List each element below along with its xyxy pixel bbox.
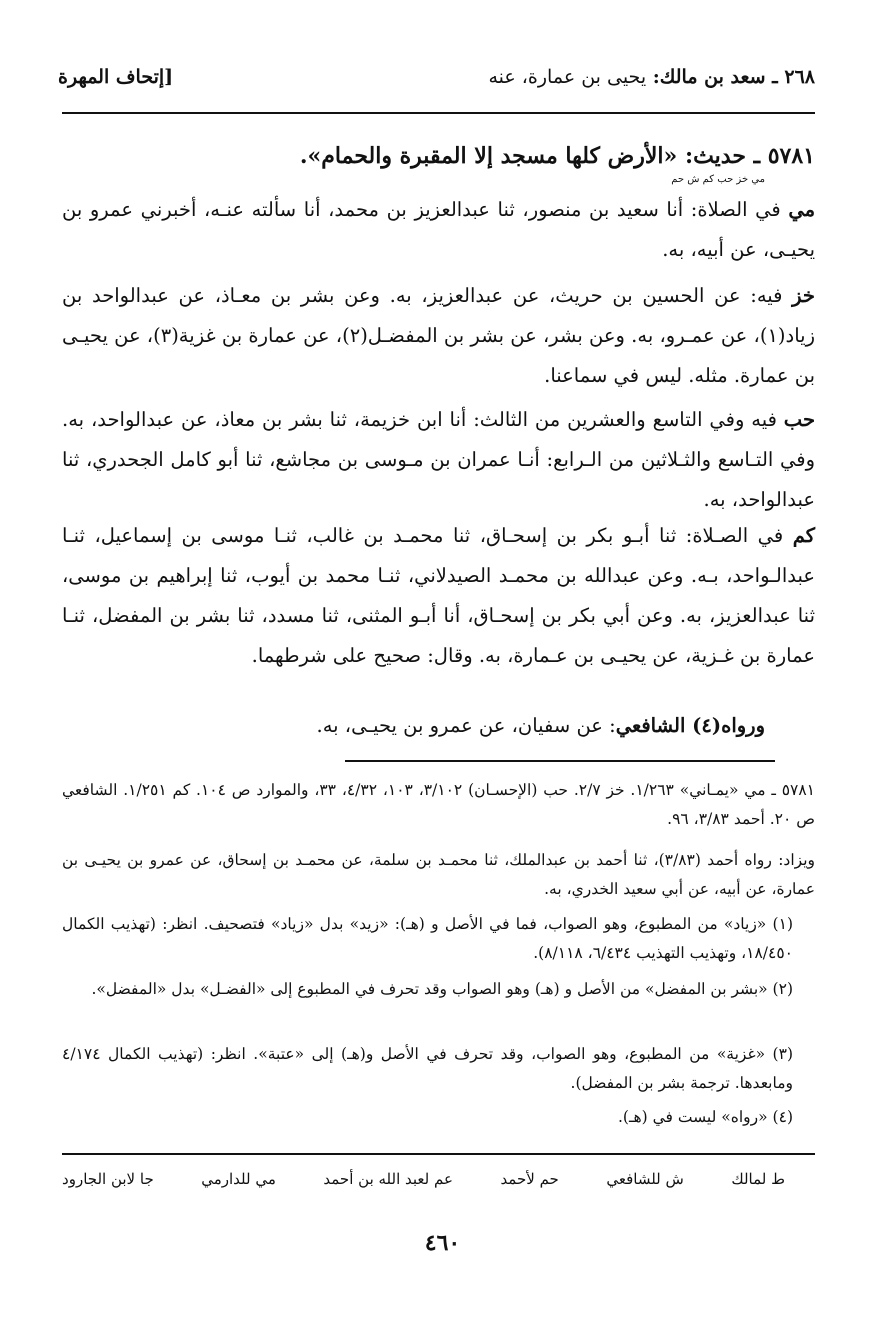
- hadith-number: ٥٧٨١: [767, 143, 815, 169]
- header-rule: [62, 112, 815, 114]
- book-title: [إتحاف المهرة: [58, 66, 174, 88]
- paragraph-shafii: [62, 706, 815, 746]
- legend-item: عم لعبد الله بن أحمد: [323, 1170, 453, 1188]
- chapter-number: ٢٦٨: [784, 66, 815, 88]
- legend-item: حم لأحمد: [500, 1170, 559, 1188]
- footnote-main: ٥٧٨١ ـ مي «يمـاني» ١/٢٦٣. خز ٢/٧. حب (الإحسـان) ٣/١٠٢، ١٠٣، ٤/٣٢، ٣٣، والموارد ص ١٠٤. كم ١/٢٥١. الشافعي ص ٢٠. أحمد ٣/٨٣، ٩٦.: [62, 781, 816, 828]
- footnote-3: (٣) «غزية» من المطبوع، وهو الصواب، وقد تحرف في الأصل و(هـ) إلى «عتبة». انظر: (تهذيب الكمال ٤/١٧٤ ومابعدها. ترجمة بشر بن المفضل).: [62, 1045, 793, 1092]
- paragraph-darimi: [62, 190, 815, 270]
- legend-item: مي للدارمي: [201, 1170, 276, 1188]
- page-number: ٤٦٠: [424, 1230, 461, 1256]
- chapter-title: سعد بن مالك:: [652, 66, 766, 88]
- legend-item: ش للشافعي: [606, 1170, 684, 1188]
- source-symbols: مي خز حب كم ش حم: [671, 174, 765, 185]
- paragraph-text: في الصـلاة: ثنا أبـو بكر بن إسحـاق، ثنا محمـد بن غالب، ثنـا موسى بن إسماعيل، ثنـا عبدالـواحد، بـه. وعن عبدالله بن محمـد الصيدلاني، ثنـا محمد بن أيوب، ثنا إبراهيم بن موسى، ثنا عبدالعزيز، به. وعن أبي بكر بن إسحـاق، أنا أبـو المثنى، ثنا مسدد، ثنا بشر بن المفضل، ثنـا عمارة بن غـزية، عن يحيـى بن عـمارة، به. وقال: صحيح على شرطهما.: [62, 524, 815, 667]
- paragraph-text: فيه: عن الحسين بن حريث، عن عبدالعزيز، به. وعن بشر بن معـاذ، عن عبدالواحد بن زياد(١)، عن عمـرو، به. وعن بشر، عن بشر بن المفضـل(٢)، عن عمارة بن غزية(٣)، عن يحيـى بن عمارة. مثله. ليس في سماعنا.: [62, 284, 815, 387]
- source-lead: مي: [788, 198, 816, 221]
- chapter-heading: ٢٦٨ ـ سعد بن مالك: يحيى بن عمارة، عنه: [488, 66, 815, 88]
- legend-item: ط لمالك: [731, 1170, 785, 1188]
- footnote-4: (٤) «رواه» ليست في (هـ).: [617, 1108, 793, 1126]
- footnote-rule: [345, 760, 775, 762]
- hadith-title-text: ـ حديث: «الأرض كلها مسجد إلا المقبرة والحمام».: [299, 143, 761, 169]
- source-lead: حب: [783, 408, 815, 431]
- paragraph-text: : عن سفيان، عن عمرو بن يحيـى، به.: [316, 714, 616, 737]
- paragraph-hakim: [62, 516, 815, 676]
- footnote-1: (١) «زياد» من المطبوع، وهو الصواب، فما في الأصل و (هـ): «زيد» بدل «زياد» فتصحيف. انظر: (تهذيب الكمال ١٨/٤٥٠، وتهذيب التهذيب ٦/٤٣٤، ٨/١١٨).: [62, 915, 793, 962]
- source-lead: خز: [792, 284, 815, 307]
- source-lead: كم: [792, 524, 816, 547]
- legend-rule: [62, 1153, 815, 1155]
- footnote-extra: ويزاد: رواه أحمد (٣/٨٣)، ثنا أحمد بن عبدالملك، ثنا محمـد بن سلمة، عن محمـد بن إسحاق، عن عمرو بن يحيـى بن عمارة، عن أبيه، عن أبي سعيد الخدري، به.: [62, 851, 815, 898]
- hadith-title: [62, 143, 815, 169]
- abbreviation-legend: [62, 1170, 785, 1200]
- paragraph-text: فيه وفي التاسع والعشرين من الثالث: أنا ابن خزيمة، ثنا بشر بن معاذ، عن عبدالواحد، به. وفي التـاسع والثـلاثين من الـرابع: أنـا عمران بن مـوسى بن مجاشع، ثنا أبو كامل الجحدري، ثنا عبدالواحد، به.: [62, 408, 815, 511]
- footnote-2: (٢) «بشر بن المفضل» من الأصل و (هـ) وهو الصواب وقد تحرف في المطبوع إلى «الفضـل» بدل «المفضل».: [91, 980, 793, 998]
- source-lead: ورواه(٤) الشافعي: [615, 714, 765, 737]
- paragraph-ibn-khuzaymah: [62, 276, 815, 396]
- paragraph-ibn-hibban: [62, 400, 815, 520]
- paragraph-text: في الصلاة: أنا سعيد بن منصور، ثنا عبدالعزيز بن محمد، أنا سألته عنـه، أخبرني عمرو بن يحيـى، عن أبيه، به.: [62, 198, 815, 261]
- running-header: [58, 66, 815, 98]
- legend-item: جا لابن الجارود: [62, 1170, 154, 1188]
- chapter-subtitle: يحيى بن عمارة، عنه: [488, 66, 647, 88]
